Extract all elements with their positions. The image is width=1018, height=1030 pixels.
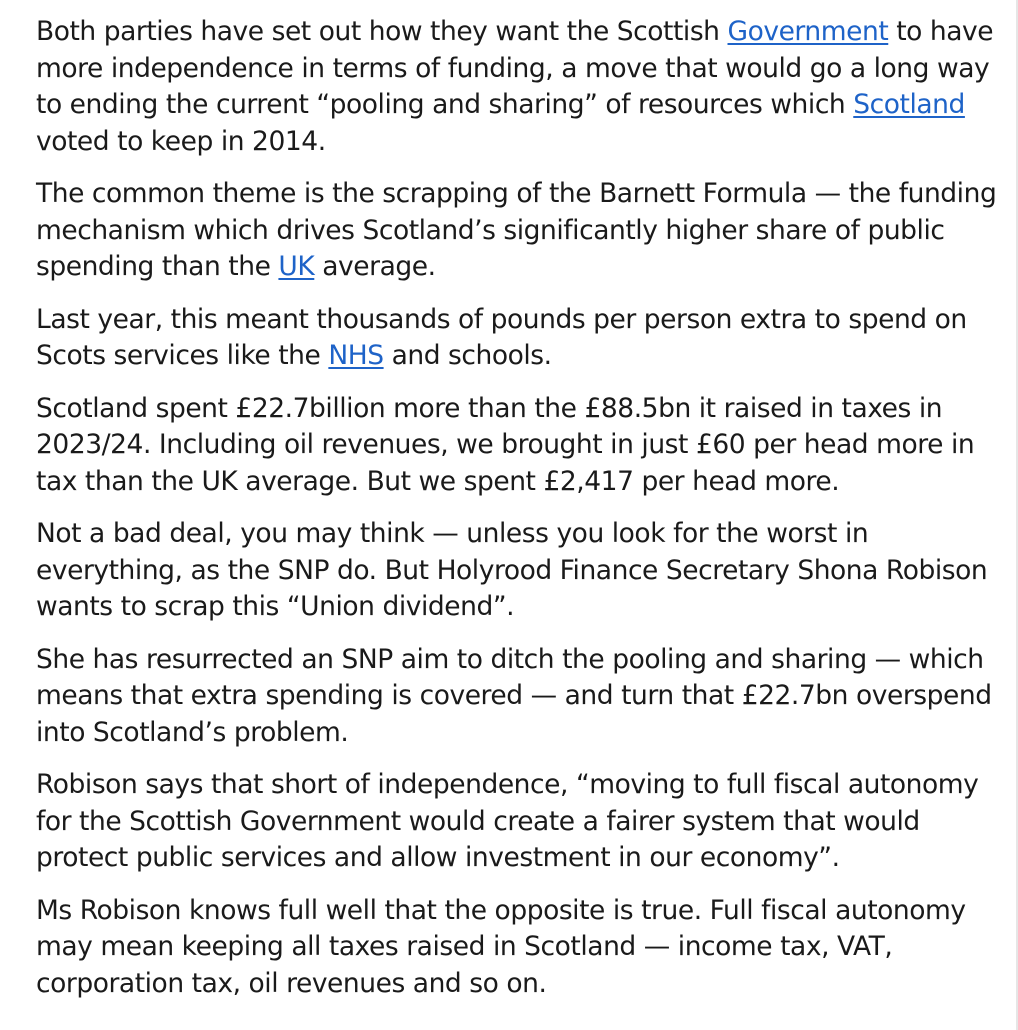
text-span: voted to keep in 2014. xyxy=(36,125,326,157)
paragraph-7 xyxy=(36,767,1006,877)
text-span: The common theme is the scrapping of the Barnett Formula — the funding mechanism which drives Scotland’s significantly higher share of public spending than the xyxy=(36,178,997,282)
text-span: Ms Robison knows full well that the opposite is true. Full fiscal autonomy may mean keeping all taxes raised in Scotland — income tax, VAT, corporation tax, oil revenues and so on. xyxy=(36,894,966,999)
link-government[interactable]: Government xyxy=(727,16,889,47)
text-span: average. xyxy=(314,251,436,282)
paragraph-8 xyxy=(36,893,1006,1003)
text-span: to have more independence in terms of funding, a move that would go a long way to ending the current “pooling and sharing” of resources which xyxy=(36,16,994,120)
article-body xyxy=(36,14,1006,1018)
text-span: Both parties have set out how they want the Scottish xyxy=(36,16,728,47)
text-span: and schools. xyxy=(383,340,552,371)
link-scotland[interactable]: Scotland xyxy=(853,89,965,120)
text-span: Last year, this meant thousands of pounds per person extra to spend on Scots services like the xyxy=(36,303,967,371)
text-span: Scotland spent £22.7billion more than the £88.5bn it raised in taxes in 2023/24. Including oil revenues, we brought in just £60 per head more in tax than the UK average. But we spent £2,417 per head more. xyxy=(36,392,975,497)
paragraph-2 xyxy=(36,176,1006,286)
paragraph-3 xyxy=(36,302,1006,375)
text-span: Not a bad deal, you may think — unless you look for the worst in everything, as the SNP do. But Holyrood Finance Secretary Shona Robison wants to scrap this “Union dividend”. xyxy=(36,518,988,622)
paragraph-6 xyxy=(36,642,1006,752)
link-nhs[interactable]: NHS xyxy=(328,340,384,371)
paragraph-4 xyxy=(36,391,1006,501)
text-span: Robison says that short of independence, “moving to full fiscal autonomy for the Scottish Government would create a fairer system that would protect public services and allow investment in our economy”. xyxy=(36,769,979,873)
paragraph-1 xyxy=(36,14,1006,160)
paragraph-5 xyxy=(36,516,1006,626)
link-uk[interactable]: UK xyxy=(278,251,315,282)
text-span: She has resurrected an SNP aim to ditch the pooling and sharing — which means that extra spending is covered — and turn that £22.7bn overspend into Scotland’s problem. xyxy=(36,643,992,748)
